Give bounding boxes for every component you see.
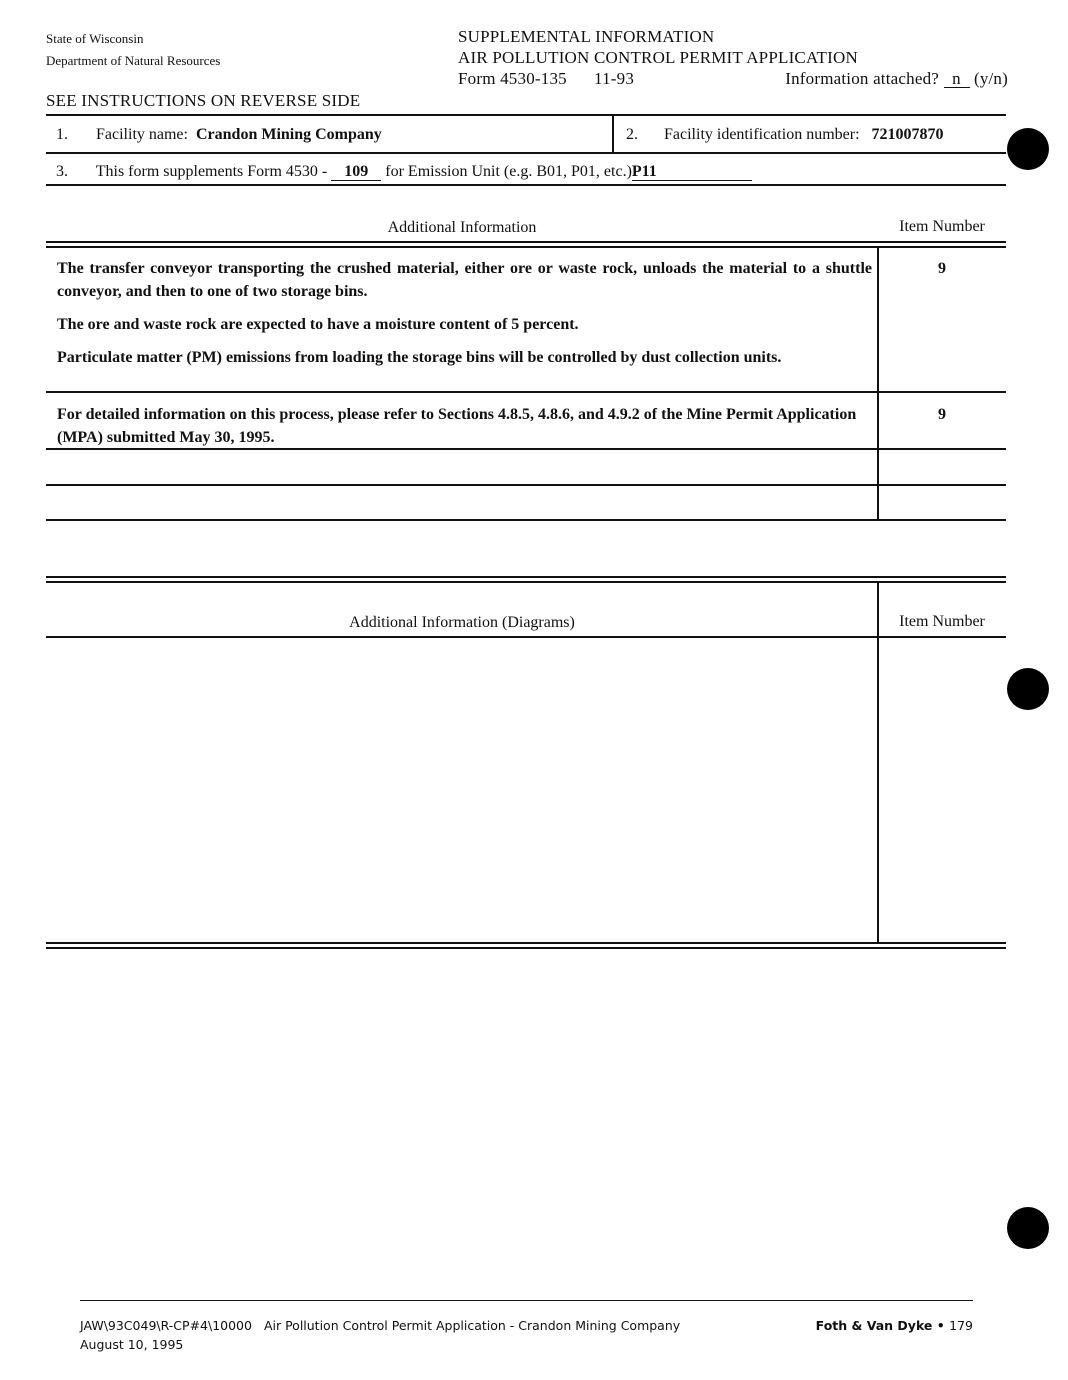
facility-id-row bbox=[626, 126, 944, 144]
footer-bullet: • bbox=[936, 1318, 945, 1333]
rule-fields-bottom bbox=[46, 184, 1006, 186]
agency-department: Department of Natural Resources bbox=[46, 53, 221, 68]
rule-mid bbox=[46, 152, 1006, 154]
table-top-rule-1 bbox=[46, 241, 1006, 243]
info-row-1-item: 9 bbox=[938, 260, 946, 277]
table-column-divider bbox=[877, 247, 879, 521]
agency-state: State of Wisconsin bbox=[46, 31, 144, 46]
diagrams-top-rule-1 bbox=[46, 576, 1006, 578]
item-number-header: Item Number bbox=[899, 218, 985, 235]
diagrams-bottom-rule-2 bbox=[46, 947, 1006, 949]
facility-id-number: 2. bbox=[626, 126, 638, 143]
info-row-2-text bbox=[57, 403, 872, 449]
info-row-2-paragraph-1: For detailed information on this process, please refer to Sections 4.8.5, 4.8.6, and 4.9.2 of the Mine Permit Application (MPA) submitted May 30, 1995. bbox=[57, 406, 857, 446]
instructions-note: SEE INSTRUCTIONS ON REVERSE SIDE bbox=[46, 91, 361, 110]
punch-hole-top bbox=[1007, 128, 1049, 170]
diagrams-bottom-rule-1 bbox=[46, 942, 1006, 944]
diagrams-top-rule-2 bbox=[46, 581, 1006, 583]
facility-id-label: Facility identification number: bbox=[664, 126, 860, 143]
footer-date: August 10, 1995 bbox=[80, 1337, 184, 1352]
form-meta-row bbox=[458, 68, 1008, 89]
footer-left bbox=[80, 1316, 680, 1354]
table-row-rule-4 bbox=[46, 519, 1006, 521]
form-title-line2: AIR POLLUTION CONTROL PERMIT APPLICATION bbox=[458, 48, 858, 67]
info-attached-hint: (y/n) bbox=[973, 69, 1008, 88]
supplement-label: This form supplements Form 4530 - bbox=[95, 163, 328, 180]
form-number: Form 4530-135 bbox=[458, 69, 567, 88]
table-row-rule-2 bbox=[46, 448, 1006, 450]
punch-hole-bottom bbox=[1007, 1207, 1049, 1249]
punch-hole-middle bbox=[1007, 668, 1049, 710]
form-title-line1: SUPPLEMENTAL INFORMATION bbox=[458, 27, 715, 46]
field-divider bbox=[612, 115, 614, 153]
info-row-1-paragraph-1: The transfer conveyor transporting the crushed material, either ore or waste rock, unloads the material to a shuttle conveyor, and then to one of two storage bins. bbox=[57, 260, 872, 300]
footer-rule bbox=[80, 1300, 973, 1301]
supplement-form-value[interactable]: 109 bbox=[331, 163, 381, 181]
footer-right bbox=[816, 1316, 973, 1335]
info-row-2-item: 9 bbox=[938, 406, 946, 423]
supplement-number: 3. bbox=[56, 163, 68, 180]
info-attached bbox=[785, 68, 1008, 89]
form-date: 11-93 bbox=[594, 69, 635, 88]
footer-path: JAW\93C049\R-CP#4\10000 bbox=[80, 1318, 252, 1333]
facility-name-label: Facility name: bbox=[96, 126, 188, 143]
form-title-block bbox=[458, 26, 1008, 89]
info-attached-value[interactable]: n bbox=[944, 70, 970, 88]
table-row-rule-3 bbox=[46, 484, 1006, 486]
footer-company: Foth & Van Dyke bbox=[815, 1318, 933, 1333]
diagrams-header-rule bbox=[46, 636, 1006, 638]
facility-name-value[interactable]: Crandon Mining Company bbox=[195, 126, 382, 143]
agency-name bbox=[46, 28, 220, 72]
facility-id-value[interactable]: 721007870 bbox=[871, 126, 944, 143]
supplement-row bbox=[56, 163, 752, 181]
footer-doc-title: Air Pollution Control Permit Application - Crandon Mining Company bbox=[263, 1318, 681, 1333]
supplement-label-mid: for Emission Unit (e.g. B01, P01, etc.) bbox=[385, 163, 632, 180]
info-row-1-paragraph-3: Particulate matter (PM) emissions from loading the storage bins will be controlled by dust collection units. bbox=[57, 349, 782, 366]
diagrams-header: Additional Information (Diagrams) bbox=[349, 614, 575, 631]
table-top-rule-2 bbox=[46, 246, 1006, 248]
diagrams-item-number-header: Item Number bbox=[899, 613, 985, 630]
table-row-rule-1 bbox=[46, 391, 1006, 393]
info-row-1-paragraph-2: The ore and waste rock are expected to have a moisture content of 5 percent. bbox=[57, 316, 579, 333]
info-row-1-text bbox=[57, 257, 872, 369]
additional-info-header: Additional Information bbox=[387, 219, 537, 236]
rule-top bbox=[46, 114, 1006, 116]
footer-page-number: 179 bbox=[949, 1318, 973, 1333]
facility-name-row bbox=[56, 126, 382, 144]
info-attached-label: Information attached? bbox=[785, 69, 940, 88]
facility-name-number: 1. bbox=[56, 126, 68, 143]
emission-unit-value[interactable]: P11 bbox=[632, 163, 752, 181]
